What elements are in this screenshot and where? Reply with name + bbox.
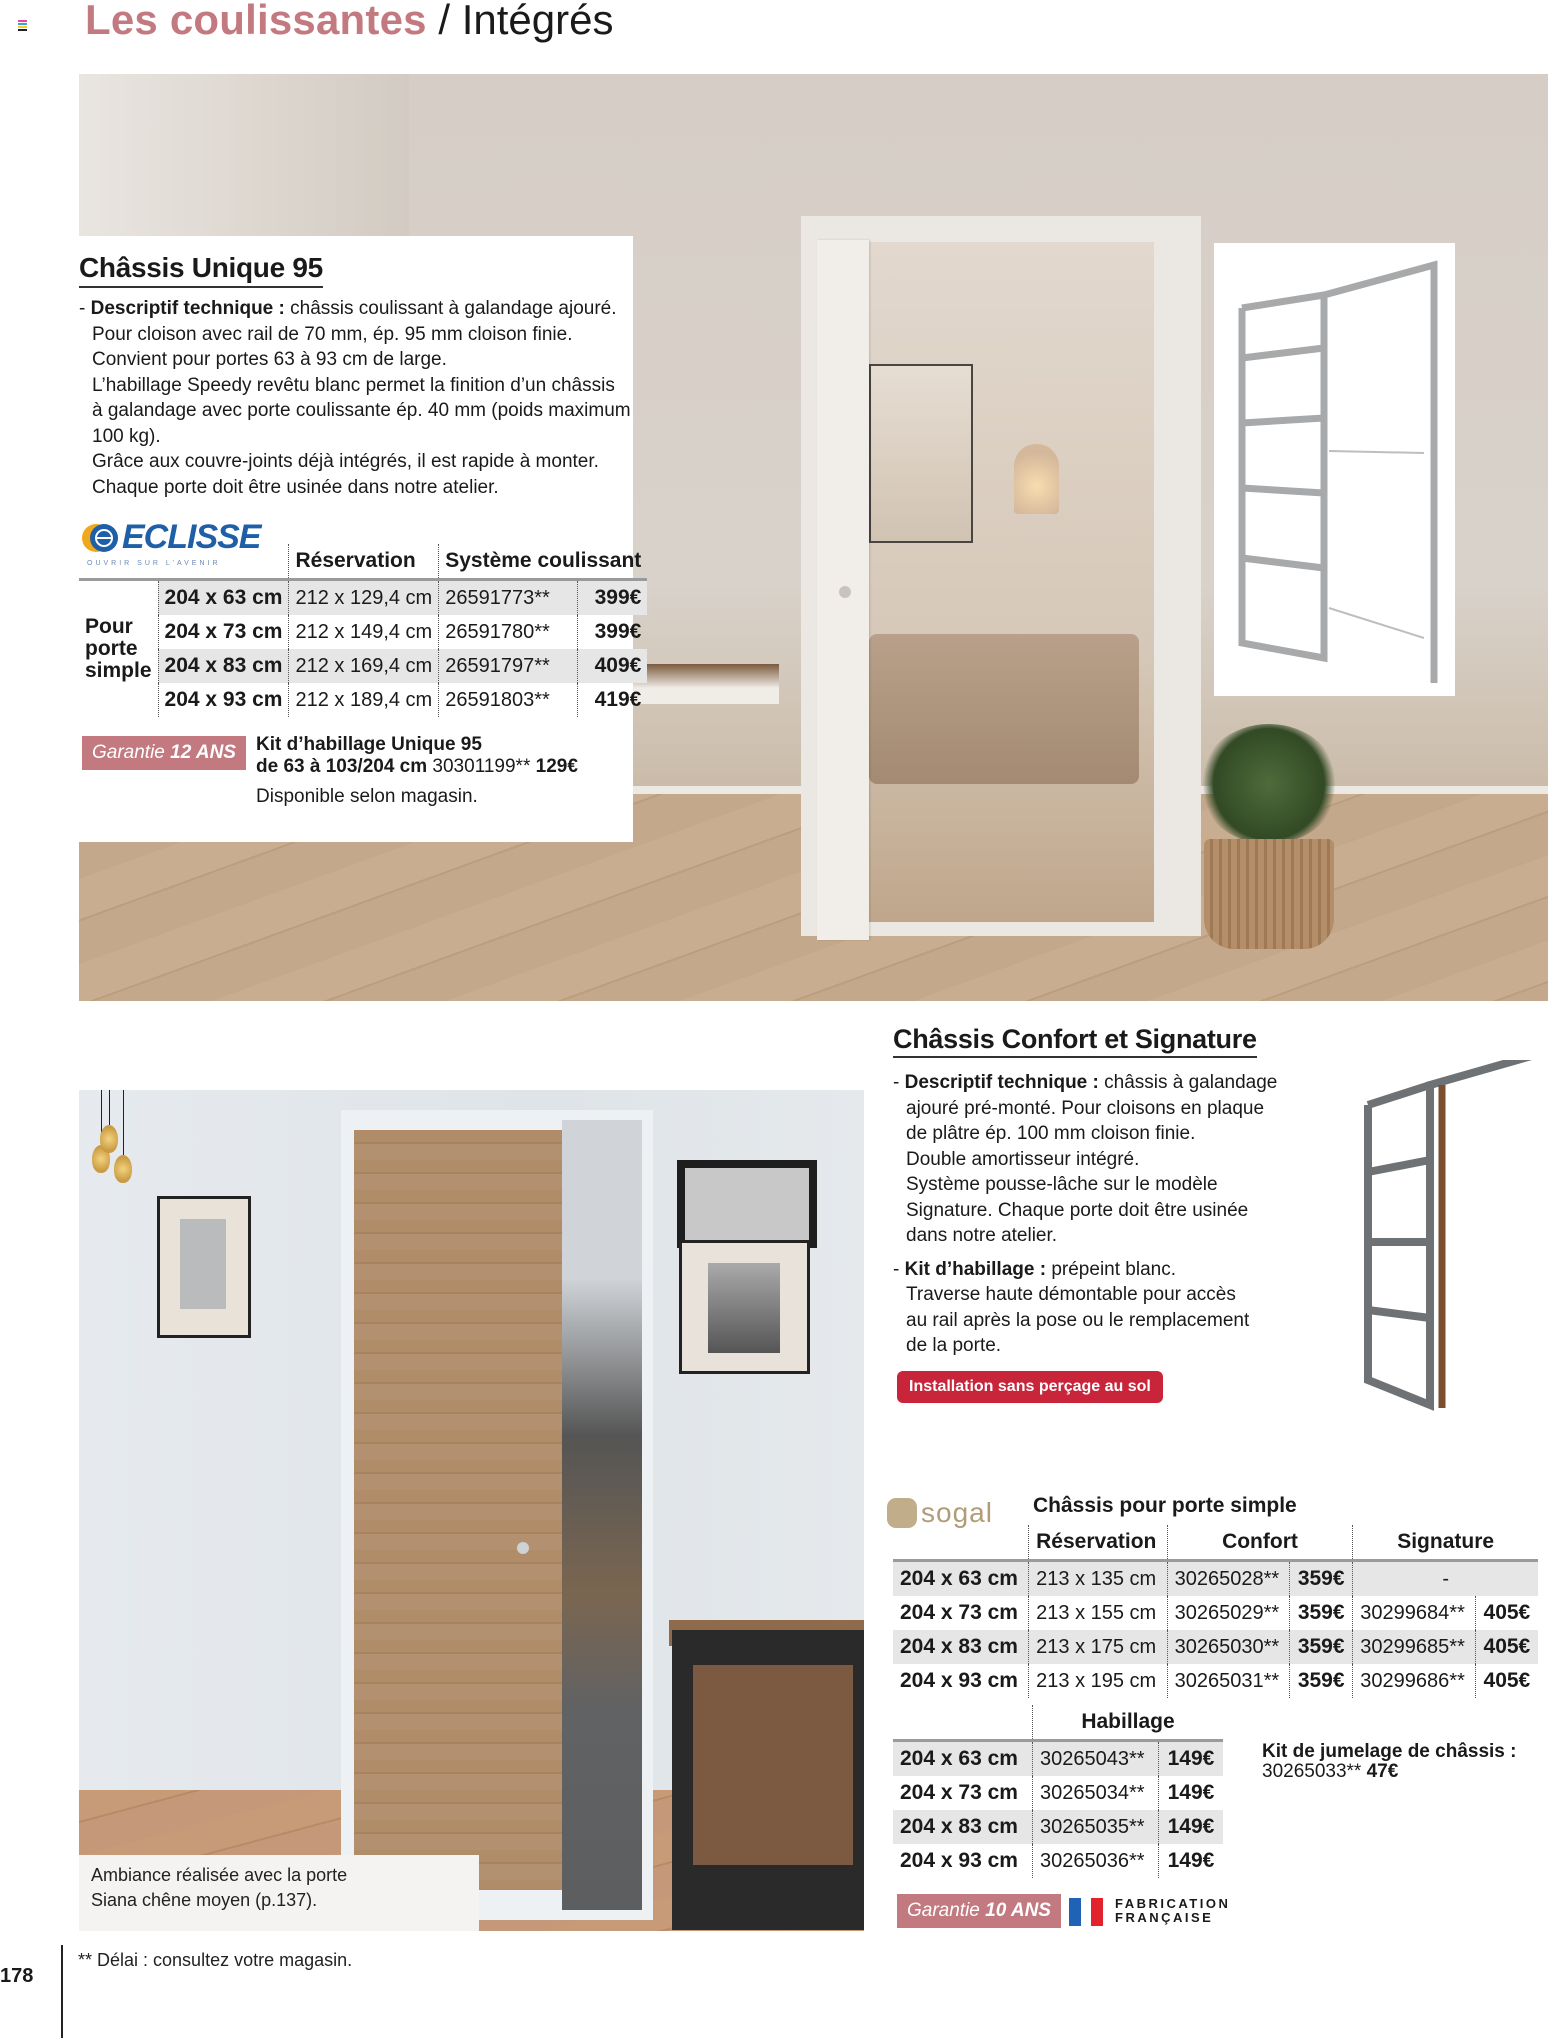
color-registration-mark [18, 20, 27, 32]
photo-artwork [869, 364, 973, 543]
section2-title-wrap [893, 1024, 1257, 1055]
page-title-sub: / Intégrés [438, 0, 614, 43]
page-title [85, 0, 613, 44]
table-row: 204 x 73 cm 213 x 155 cm 30265029** 359€ 30299684** 405€ [893, 1596, 1538, 1630]
photo-lamp [1014, 444, 1059, 514]
made-in-france-label: FABRICATION FRANÇAISE [1115, 1896, 1231, 1925]
habillage-price-table: Habillage 204 x 63 cm 30265043** 149€ 204 x 73 cm 30265034** 149€ 204 x 83 cm 30265035** 149€ 204 x 93 cm 30265036** 149€ [893, 1705, 1223, 1878]
light-bulb-icon [100, 1125, 118, 1153]
product-panel-chassis-unique-95 [79, 236, 642, 842]
sogal-logo-mark-icon [887, 1498, 917, 1528]
photo-caption: Ambiance réalisée avec la porte Siana chêne moyen (p.137). [79, 1855, 479, 1931]
photo-doorway [562, 1120, 642, 1910]
table-row: 204 x 93 cm 30265036** 149€ [893, 1844, 1223, 1878]
product-image-eclisse-frame [1214, 243, 1455, 696]
table-row: 204 x 93 cm 213 x 195 cm 30265031** 359€ 30299686** 405€ [893, 1664, 1538, 1698]
sogal-logo: sogal [887, 1497, 993, 1529]
section-title: Châssis Unique 95 [79, 252, 323, 288]
photo-oak-sliding-door [354, 1130, 562, 1890]
table-row: 204 x 73 cm 212 x 149,4 cm 26591780** 399€ [79, 615, 647, 649]
section-description: - Descriptif technique : châssis coulissant à galandage ajouré. Pour cloison avec rail de 70 mm, ép. 95 mm cloison finie. Convient pour portes 63 à 93 cm de large. L’habillage Speedy revêtu blanc permet la finition d’un châssis à galandage avec porte coulissante ép. 40 mm (poids maximum 100 kg). Grâce aux couvre-joints déjà intégrés, il est rapide à monter. Chaque porte doit être usinée dans notre atelier. [79, 298, 631, 498]
table-row: 204 x 93 cm 212 x 189,4 cm 26591803** 419€ [79, 683, 647, 717]
page-title-main: Les coulissantes [85, 0, 427, 43]
photo-wall-artwork [679, 1240, 810, 1374]
guarantee-badge-10-years: Garantie 10 ANS [897, 1894, 1061, 1928]
eclisse-price-table: Réservation Système coulissant Pour porte simple 204 x 63 cm 212 x 129,4 cm 26591773** 399€ 204 x 73 cm 212 x 149,4 cm 26591780** 399€ 204 x 83 cm 212 x 169,4 cm 26591797** 409€ 204 x 93 cm 212 x 189,4 cm 26591803** 419€ [79, 544, 647, 717]
sogal-frame-product-image [1320, 1060, 1540, 1450]
table-row: 204 x 83 cm 30265035** 149€ [893, 1810, 1223, 1844]
installation-badge: Installation sans perçage au sol [897, 1371, 1163, 1403]
section2-description: - Descriptif technique : châssis à galandage ajouré pré-monté. Pour cloisons en plaque de plâtre ép. 100 mm cloison finie. Double amortisseur intégré. Système pousse-lâche sur le modèle Signature. Chaque porte doit être usinée dans notre atelier. - Kit d’habillage : prépeint blanc. Traverse haute démontable pour accès au rail après la pose ou le remplacement de la porte. [893, 1072, 1278, 1356]
section-title: Châssis Confort et Signature [893, 1024, 1257, 1058]
eclisse-logo: ECLISSE OUVRIR SUR L’AVENIR [82, 516, 242, 574]
photo-cabinet-front [693, 1665, 853, 1865]
footnote: ** Délai : consultez votre magasin. [78, 1950, 353, 1970]
photo-doorway [864, 242, 1154, 922]
photo-door-knob [839, 586, 851, 598]
jumelage-kit-info: Kit de jumelage de châssis : 30265033** 47€ [1262, 1741, 1517, 1782]
table-row: 204 x 83 cm 213 x 175 cm 30265030** 359€ 30299685** 405€ [893, 1630, 1538, 1664]
room-photo-bottom [79, 1090, 864, 1931]
pocket-frame-icon [1214, 243, 1455, 696]
kit-habillage-info: Kit d’habillage Unique 95 de 63 à 103/204 cm 30301199** 129€ Disponible selon magasin. [256, 734, 578, 807]
guarantee-badge-12-years: Garantie 12 ANS [82, 736, 246, 770]
photo-sofa [869, 634, 1139, 784]
table-caption: Châssis pour porte simple [1033, 1494, 1297, 1517]
row-group-label: Pour porte simple [85, 615, 152, 682]
footer-divider [61, 1945, 63, 2038]
table-row: 204 x 63 cm 213 x 135 cm 30265028** 359€ - [893, 1561, 1538, 1597]
photo-plant-pot [1204, 839, 1334, 949]
table-row: 204 x 83 cm 212 x 169,4 cm 26591797** 409€ [79, 649, 647, 683]
table-row: Pour porte simple 204 x 63 cm 212 x 129,4 cm 26591773** 399€ [79, 580, 647, 616]
photo-plant [1199, 724, 1339, 844]
sogal-price-table: Réservation Confort Signature 204 x 63 cm 213 x 135 cm 30265028** 359€ - 204 x 73 cm 213 x 155 cm 30265029** 359€ 30299684** 405€ 204 x 83 cm 213 x 175 cm 30265030** 359€ 30299685** 405€ 204 x 93 cm 213 x 195 cm 30265031** 359€ 30299686** 405€ [893, 1525, 1538, 1698]
photo-door-knob [517, 1542, 529, 1554]
page-number: 178 [0, 1965, 34, 1987]
table-row: 204 x 63 cm 30265043** 149€ [893, 1741, 1223, 1777]
photo-wall-artwork [677, 1160, 817, 1248]
table-row: 204 x 73 cm 30265034** 149€ [893, 1776, 1223, 1810]
light-bulb-icon [114, 1155, 132, 1183]
french-flag-icon [1069, 1898, 1113, 1931]
desc-label: Descriptif technique : [90, 298, 285, 319]
photo-wall-artwork [157, 1196, 251, 1338]
